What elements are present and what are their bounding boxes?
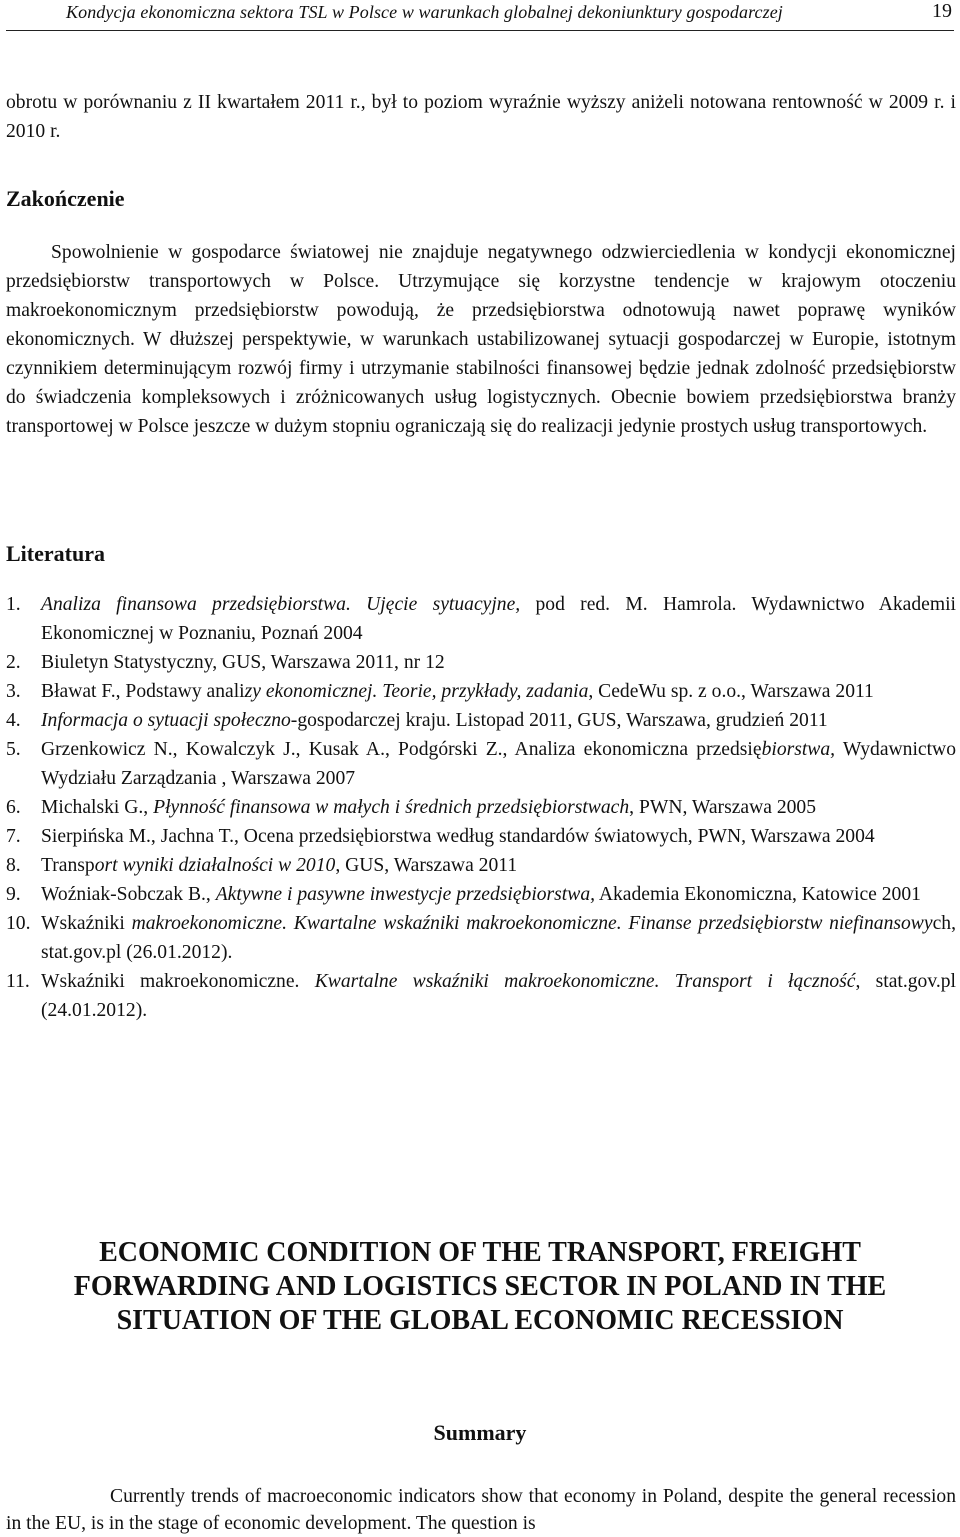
reference-number: 8. [6,855,21,876]
reference-number: 3. [6,681,21,702]
reference-text: Wskaźniki makroekonomiczne. [41,971,315,992]
reference-text: Biuletyn Statystyczny, GUS, Warszawa 2011, nr 12 [41,652,445,673]
summary-paragraph: Currently trends of macroeconomic indicators show that economy in Poland, despite the general recession in the EU, is in the stage of economic development. The question is [6,1486,956,1534]
reference-text: Woźniak-Sobczak B., [41,884,216,905]
reference-text: ch, stat.gov.pl (26.01.2012). [41,913,956,963]
reference-text: , CedeWu sp. z o.o., Warszawa 2011 [588,681,874,702]
reference-italic-text: Analiza finansowa przedsiębiorstwa. Ujęcie sytuacyjne, [41,594,521,615]
reference-number: 2. [6,652,21,673]
reference-italic-text: biorstwa, [761,739,836,760]
reference-item [6,590,956,648]
reference-text: gospodarczej kraju. Listopad 2011, GUS, Warszawa, grudzień 2011 [297,710,828,731]
reference-text: Grzenkowicz N., Kowalczyk J., Kusak A., Podgórski Z., Analiza ekonomiczna przedsię [41,739,762,760]
conclusion-paragraph: Spowolnienie w gospodarce światowej nie znajduje negatywnego odzwierciedlenia w kondycji ekonomicznej przedsiębiorstw transportowych w Polsce. Utrzymujące się korzystne tendencje w krajowym otoczeniu makroekonomicznym przedsiębiorstw powodują, że przedsiębiorstwa odnotowują nawet poprawę wyników ekonomicznych. W dłuższej perspektywie, w warunkach ustabilizowanej sytuacji gospodarczej w Europie, istotnym czynnikiem determinującym rozwój firmy i utrzymanie stabilności finansowej będzie jednak zdolność przedsiębiorstw do świadczenia kompleksowych i zróżnicowanych usług logistycznych. Obecnie bowiem przedsiębiorstwa branży transportowej w Polsce jeszcze w dużym stopniu ograniczają się do realizacji jedynie prostych usług transportowych. [6,242,956,437]
reference-text: , GUS, Warszawa 2011 [335,855,518,876]
reference-list [6,590,956,1025]
running-header-title: Kondycja ekonomiczna sektora TSL w Polsce w warunkach globalnej dekoniunktury gospodarczej [66,2,783,22]
reference-text: Michalski G., [41,797,154,818]
reference-italic-text: Płynność finansowa w małych i średnich przedsiębiorstwach [153,797,630,818]
literature-heading: Literatura [6,541,105,566]
reference-italic-text: makroekonomiczne. Kwartalne wskaźniki makroekonomiczne. Finanse przedsiębiorstw niefinansowy [131,913,933,934]
summary-heading: Summary [433,1420,527,1445]
reference-number: 5. [6,739,21,760]
reference-item [6,793,956,822]
reference-item [6,967,956,1025]
reference-item [6,677,956,706]
reference-item [6,880,956,909]
reference-item [6,648,956,677]
reference-italic-text: Aktywne i pasywne inwestycje przedsiębiorstwa, [215,884,596,905]
reference-italic-text: Informacja o sytuacji społeczno- [41,710,298,731]
reference-number: 1. [6,594,21,615]
reference-number: 10. [6,913,31,934]
running-header [6,0,954,31]
reference-item [6,822,956,851]
reference-number: 9. [6,884,21,905]
reference-text: , stat.gov.pl (24.01.2012). [41,971,956,1021]
intro-paragraph: obrotu w porównaniu z II kwartałem 2011 r., był to poziom wyraźnie wyższy aniżeli notowana rentowność w 2009 r. i 2010 r. [6,92,956,142]
reference-italic-text: zy ekonomicznej. Teorie, przykłady, zadania [244,681,589,702]
reference-text: Bławat F., Podstawy anali [41,681,245,702]
reference-text: Akademia Ekonomiczna, Katowice 2001 [595,884,921,905]
reference-text: pod red. M. Hamrola. Wydawnictwo Akademii Ekonomicznej w Poznaniu, Poznań 2004 [41,594,956,644]
reference-number: 4. [6,710,21,731]
reference-text: Wydawnictwo Wydziału Zarządzania , Warszawa 2007 [41,739,956,789]
reference-text: , PWN, Warszawa 2005 [629,797,817,818]
page-number: 19 [932,0,952,22]
reference-item [6,735,956,793]
reference-number: 11. [6,971,30,992]
reference-text: Transp [41,855,95,876]
reference-number: 7. [6,826,21,847]
reference-item [6,909,956,967]
reference-italic-text: Kwartalne wskaźniki makroekonomiczne. Transport i łączność [314,971,856,992]
conclusion-heading: Zakończenie [6,186,125,211]
reference-item [6,706,956,735]
reference-number: 6. [6,797,21,818]
reference-text: Sierpińska M., Jachna T., Ocena przedsiębiorstwa według standardów światowych, PWN, Warszawa 2004 [41,826,875,847]
reference-text: Wskaźniki [41,913,132,934]
reference-item [6,851,956,880]
english-title: ECONOMIC CONDITION OF THE TRANSPORT, FREIGHT FORWARDING AND LOGISTICS SECTOR IN POLAND IN THE SITUATION OF THE GLOBAL ECONOMIC RECESSION [73,1237,887,1336]
reference-italic-text: ort wyniki działalności w 2010 [94,855,336,876]
